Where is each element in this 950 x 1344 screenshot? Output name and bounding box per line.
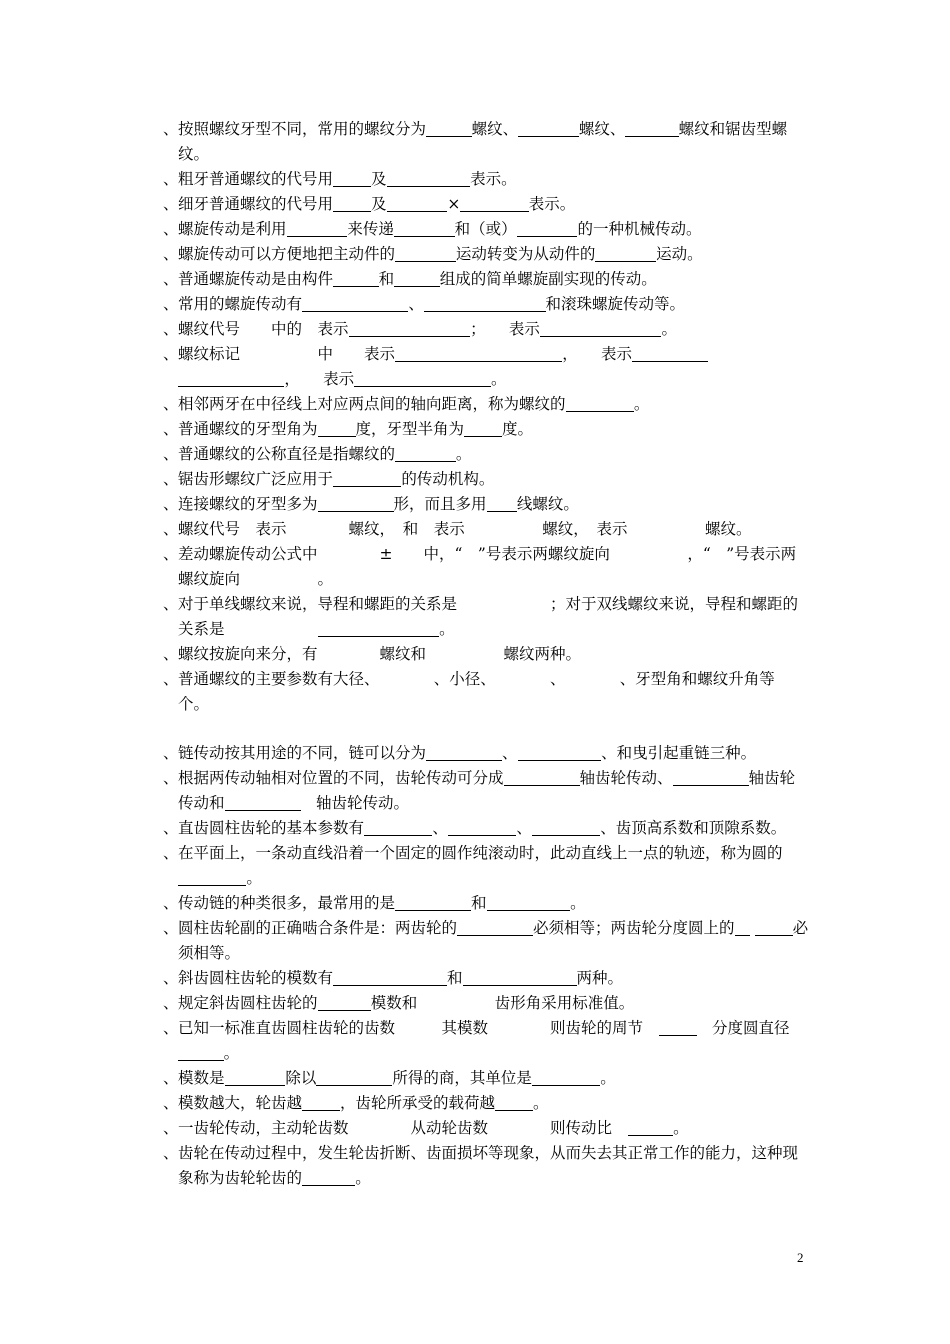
enum-mark: 、 [163, 969, 179, 987]
enum-mark: 、 [163, 744, 179, 762]
answer-blank[interactable] [178, 1043, 224, 1061]
question-item: 、 已知一标准直齿圆柱齿轮的齿数 其模数 则齿轮的周节 分度圆直径 。 [163, 1016, 809, 1066]
answer-blank[interactable] [287, 219, 348, 237]
enum-mark: 、 [163, 819, 179, 837]
enum-mark: 、 [163, 1144, 179, 1162]
question-item: 、 差动螺旋传动公式中 ± 中，“ ”号表示两螺纹旋向 ，“ ”号表示两螺纹旋向 。 [163, 542, 809, 592]
answer-blank[interactable] [349, 319, 471, 337]
answer-blank[interactable] [504, 768, 580, 786]
answer-blank[interactable] [464, 419, 502, 437]
question-item: 、 螺纹按旋向来分，有 螺纹和 螺纹两种。 [163, 642, 809, 667]
question-item: 、 螺旋传动可以方便地把主动件的 运动转变为从动件的 运动。 [163, 242, 809, 267]
answer-blank[interactable] [225, 793, 301, 811]
question-item: 、 对于单线螺纹来说，导程和螺距的关系是 ；对于双线螺纹来说，导程和螺距的关系是 。 [163, 592, 809, 642]
question-item: 、 普通螺纹的主要参数有大径、 、小径、 、 、牙型角和螺纹升角等 个。 [163, 667, 809, 717]
answer-blank[interactable] [302, 294, 408, 312]
question-item: 、 连接螺纹的牙型多为 形，而且多用 线螺纹。 [163, 492, 809, 517]
enum-mark: 、 [163, 595, 179, 613]
answer-blank[interactable] [395, 444, 456, 462]
answer-blank[interactable] [333, 269, 379, 287]
answer-blank[interactable] [625, 119, 678, 137]
question-sheet [163, 117, 821, 1191]
answer-blank[interactable] [457, 918, 533, 936]
question-item: 、 普通螺纹的公称直径是指螺纹的 。 [163, 442, 809, 467]
answer-blank[interactable] [487, 494, 517, 512]
answer-blank[interactable] [178, 369, 284, 387]
question-item: 、 螺纹代号 表示 螺纹， 和 表示 螺纹， 表示 螺纹。 [163, 517, 809, 542]
answer-blank[interactable] [178, 868, 246, 886]
enum-mark: 、 [163, 1019, 179, 1037]
answer-blank[interactable] [487, 893, 571, 911]
answer-blank[interactable] [595, 244, 656, 262]
question-item: 、 圆柱齿轮副的正确啮合条件是：两齿轮的 必须相等；两齿轮分度圆上的 必须相等。 [163, 916, 809, 966]
answer-blank[interactable] [387, 169, 471, 187]
answer-blank[interactable] [518, 743, 602, 761]
question-item: 、 锯齿形螺纹广泛应用于 的传动机构。 [163, 467, 809, 492]
enum-mark: 、 [163, 170, 179, 188]
enum-mark: 、 [163, 395, 179, 413]
answer-blank[interactable] [659, 1018, 697, 1036]
question-item: 、 根据两传动轴相对位置的不同，齿轮传动可分成 轴齿轮传动、 轴齿轮传动和 轴齿轮传动。 [163, 766, 809, 816]
answer-blank[interactable] [463, 968, 577, 986]
answer-blank[interactable] [318, 619, 440, 637]
answer-blank[interactable] [302, 1093, 340, 1111]
enum-mark: 、 [163, 420, 179, 438]
answer-blank[interactable] [755, 918, 793, 936]
enum-mark: 、 [163, 844, 179, 862]
enum-mark: 、 [163, 1119, 179, 1137]
enum-mark: 、 [163, 120, 179, 138]
answer-blank[interactable] [395, 244, 456, 262]
question-item: 、 按照螺纹牙型不同，常用的螺纹分为 螺纹、 螺纹、 螺纹和锯齿型螺纹。 [163, 117, 809, 167]
question-item: 、 螺纹标记 中 表示 ， 表示 ， 表示 。 [163, 342, 809, 392]
answer-blank[interactable] [532, 1068, 600, 1086]
enum-mark: 、 [163, 1094, 179, 1112]
answer-blank[interactable] [333, 469, 401, 487]
question-item: 、 齿轮在传动过程中，发生轮齿折断、齿面损坏等现象，从而失去其正常工作的能力，这种现象称为齿轮轮齿的 。 [163, 1141, 809, 1191]
enum-mark: 、 [163, 769, 179, 787]
answer-blank[interactable] [540, 319, 662, 337]
enum-mark: 、 [163, 894, 179, 912]
question-item: 、 传动链的种类很多，最常用的是 和 。 [163, 891, 809, 916]
enum-mark: 、 [163, 470, 179, 488]
answer-blank[interactable] [460, 194, 528, 212]
enum-mark: 、 [163, 270, 179, 288]
answer-blank[interactable] [426, 119, 472, 137]
answer-blank[interactable] [333, 968, 447, 986]
enum-mark: 、 [163, 994, 179, 1012]
answer-blank[interactable] [316, 1068, 392, 1086]
section-gears-chains [163, 741, 821, 1191]
enum-mark: 、 [163, 220, 179, 238]
answer-blank[interactable] [518, 119, 579, 137]
answer-blank[interactable] [673, 768, 749, 786]
enum-mark: 、 [163, 295, 179, 313]
answer-blank[interactable] [394, 219, 455, 237]
answer-blank[interactable] [364, 818, 432, 836]
question-item: 、 普通螺旋传动是由构件 和 组成的简单螺旋副实现的传动。 [163, 267, 809, 292]
answer-blank[interactable] [318, 993, 371, 1011]
answer-blank[interactable] [225, 1068, 286, 1086]
question-item: 、 粗牙普通螺纹的代号用 及 表示。 [163, 167, 809, 192]
enum-mark: 、 [163, 520, 179, 538]
question-item: 、 螺纹代号 中的 表示 ； 表示 。 [163, 317, 809, 342]
enum-mark: 、 [163, 345, 179, 363]
answer-blank[interactable] [318, 419, 356, 437]
answer-blank[interactable] [394, 269, 440, 287]
question-item: 、 模数是 除以 所得的商，其单位是 。 [163, 1066, 809, 1091]
question-item: 、 螺旋传动是利用 来传递 和（或） 的一种机械传动。 [163, 217, 809, 242]
question-item: 、 普通螺纹的牙型角为 度，牙型半角为 度。 [163, 417, 809, 442]
answer-blank[interactable] [426, 743, 502, 761]
answer-blank[interactable] [495, 1093, 533, 1111]
answer-blank[interactable] [333, 169, 371, 187]
enum-mark: 、 [163, 245, 179, 263]
answer-blank[interactable] [387, 194, 448, 212]
question-item: 、 规定斜齿圆柱齿轮的 模数和 齿形角采用标准值。 [163, 991, 809, 1016]
answer-blank[interactable] [395, 344, 562, 362]
enum-mark: 、 [163, 645, 179, 663]
answer-blank[interactable] [517, 219, 578, 237]
question-item: 、 链传动按其用途的不同，链可以分为 、 、和曳引起重链三种。 [163, 741, 809, 766]
answer-blank[interactable] [448, 818, 516, 836]
answer-blank[interactable] [395, 893, 471, 911]
question-item: 、 模数越大，轮齿越 ，齿轮所承受的载荷越 。 [163, 1091, 809, 1116]
answer-blank[interactable] [735, 918, 750, 936]
question-item: 、 相邻两牙在中径线上对应两点间的轴向距离，称为螺纹的 。 [163, 392, 809, 417]
section-screw-threads [163, 117, 809, 717]
answer-blank[interactable] [302, 1168, 355, 1186]
answer-blank[interactable] [628, 1118, 674, 1136]
question-item: 、 常用的螺旋传动有 、 和滚珠螺旋传动等。 [163, 292, 809, 317]
answer-blank[interactable] [354, 369, 491, 387]
question-item: 、 细牙普通螺纹的代号用 及 × 表示。 [163, 192, 809, 217]
question-item: 、 直齿圆柱齿轮的基本参数有 、 、 、齿顶高系数和顶隙系数。 [163, 816, 809, 841]
enum-mark: 、 [163, 545, 179, 563]
enum-mark: 、 [163, 1069, 179, 1087]
answer-blank[interactable] [333, 194, 371, 212]
enum-mark: 、 [163, 195, 179, 213]
question-item: 、 在平面上，一条动直线沿着一个固定的圆作纯滚动时，此动直线上一点的轨迹，称为圆的。 [163, 841, 809, 891]
question-item: 、 斜齿圆柱齿轮的模数有 和 两种。 [163, 966, 809, 991]
enum-mark: 、 [163, 445, 179, 463]
enum-mark: 、 [163, 919, 179, 937]
question-item: 、 一齿轮传动，主动轮齿数 从动轮齿数 则传动比 。 [163, 1116, 809, 1141]
answer-blank[interactable] [566, 394, 634, 412]
answer-blank[interactable] [424, 294, 546, 312]
answer-blank[interactable] [318, 494, 394, 512]
enum-mark: 、 [163, 495, 179, 513]
answer-blank[interactable] [632, 344, 708, 362]
answer-blank[interactable] [532, 818, 600, 836]
enum-mark: 、 [163, 320, 179, 338]
enum-mark: 、 [163, 670, 179, 688]
section-gap [163, 717, 809, 741]
page-number: 2 [797, 1250, 804, 1265]
